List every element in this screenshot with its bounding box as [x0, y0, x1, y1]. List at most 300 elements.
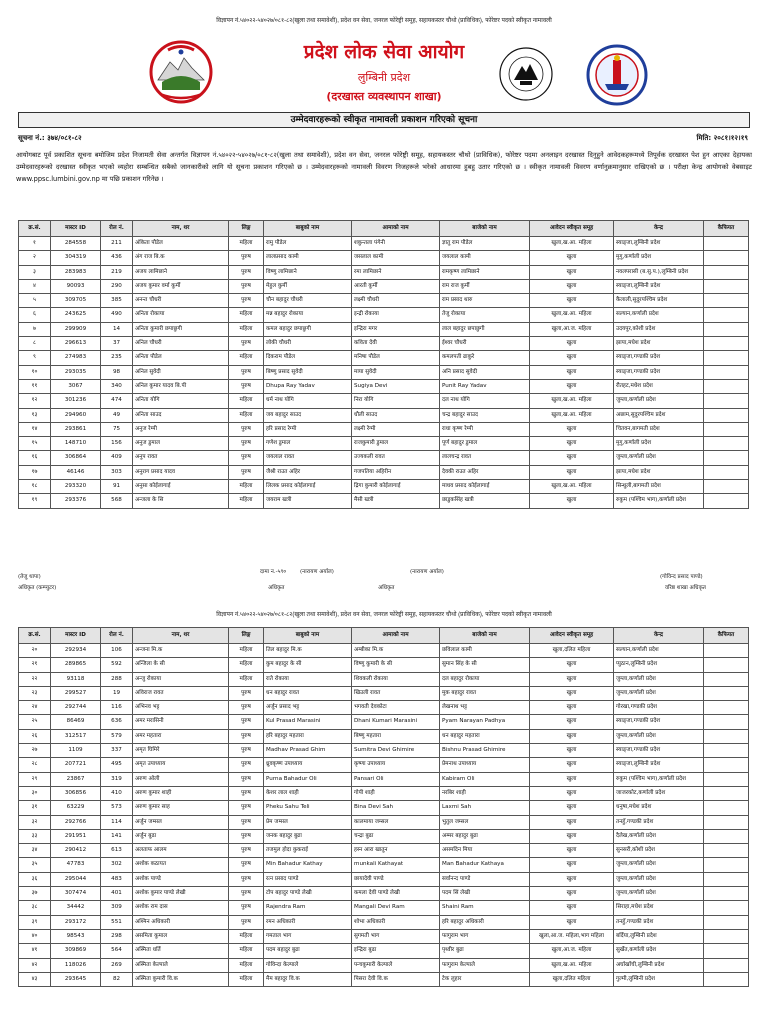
table-cell: अरुण कुमार साह — [133, 801, 229, 815]
table-cell: भुतुल जम्सल — [440, 815, 530, 829]
table-cell: स्याङ्जा,लुम्बिनी प्रदेश — [614, 758, 704, 772]
table-cell: 490 — [101, 308, 133, 322]
table-row — [19, 744, 749, 758]
table-cell: Pheku Sahu Teli — [264, 801, 352, 815]
table-cell: लालप्रसाद कामी — [264, 251, 352, 265]
column-header: आवेदन स्वीकृत समूह — [530, 628, 614, 644]
table-cell: खुला — [530, 658, 614, 672]
table-cell: रमा लामिछाने — [352, 265, 440, 279]
table-cell: 14 — [101, 322, 133, 336]
table-cell: पुरुष — [229, 451, 264, 465]
table-cell: जयराम खत्री — [264, 494, 352, 508]
table-cell — [704, 772, 749, 786]
table-row — [19, 451, 749, 465]
table-cell: Purna Bahadur Oli — [264, 772, 352, 786]
table-cell: धन बहादुर महतारा — [440, 729, 530, 743]
table-cell: पुरुष — [229, 887, 264, 901]
table-cell: स्याङ्जा,लुम्बिनी प्रदेश — [614, 279, 704, 293]
table-cell: खिउली रावत — [352, 686, 440, 700]
table-cell: पुरुष — [229, 437, 264, 451]
table-cell: २६ — [19, 729, 51, 743]
table-cell: पुरुष — [229, 758, 264, 772]
column-header: आवेदन स्वीकृत समूह — [530, 221, 614, 237]
column-header: बाजेको नाम — [440, 221, 530, 237]
table-cell: महिला — [229, 237, 264, 251]
table-cell: ४ — [19, 279, 51, 293]
ppsc-seal-icon — [498, 46, 554, 102]
table-cell: मन्न बहादुर रोकाया — [264, 308, 352, 322]
table-cell: 98543 — [51, 929, 101, 943]
table-cell: 301236 — [51, 394, 101, 408]
table-cell: लाल बहादुर छपाछुगी — [440, 322, 530, 336]
table-cell: सुमान सिंह के सी — [440, 658, 530, 672]
table-cell: २३ — [19, 686, 51, 700]
table-cell — [704, 480, 749, 494]
table-row — [19, 844, 749, 858]
table-cell: Mangali Devi Ram — [352, 901, 440, 915]
table-cell — [704, 958, 749, 972]
table-cell: 1109 — [51, 744, 101, 758]
table-cell: केशर लाल शाही — [264, 786, 352, 800]
table-cell — [704, 887, 749, 901]
table-cell: खुला — [530, 672, 614, 686]
table-cell: ४२ — [19, 958, 51, 972]
table-cell: 293376 — [51, 494, 101, 508]
table-cell: मुक बहादुर रावत — [440, 686, 530, 700]
table-cell: स्याङ्जा,गण्डकी प्रदेश — [614, 365, 704, 379]
table-cell — [704, 237, 749, 251]
table-cell: खुला — [530, 872, 614, 886]
table-cell: 148710 — [51, 437, 101, 451]
table-cell: 106 — [101, 644, 133, 658]
table-cell: 551 — [101, 915, 133, 929]
table-cell — [704, 829, 749, 843]
table-cell: अनिल सुवेदी — [133, 365, 229, 379]
table-cell: अनुराग प्रसाद यादव — [133, 465, 229, 479]
table-cell: महिला — [229, 658, 264, 672]
table-cell: अनिल चौधरी — [133, 337, 229, 351]
table-cell: खुला — [530, 422, 614, 436]
table-cell: 293035 — [51, 365, 101, 379]
table-cell: खुला — [530, 858, 614, 872]
table-cell: अंग राज बि.क — [133, 251, 229, 265]
table-cell: दिकराम पौडेल — [264, 351, 352, 365]
notice-banner: उम्मेदवारहरूको स्वीकृत नामावली प्रकाशन गरिएको सूचना — [18, 112, 750, 128]
table-cell: पुरुष — [229, 337, 264, 351]
table-cell — [704, 872, 749, 886]
table-cell: 564 — [101, 944, 133, 958]
table-row — [19, 858, 749, 872]
table-cell: पुरुष — [229, 701, 264, 715]
table-cell — [704, 644, 749, 658]
table-cell: अम्बीका मि.क — [352, 644, 440, 658]
table-cell: 385 — [101, 294, 133, 308]
table-cell: अविराज रावत — [133, 686, 229, 700]
table-cell: खुला — [530, 701, 614, 715]
table-cell: जनक बहादुर बुढा — [264, 829, 352, 843]
table-cell: 90093 — [51, 279, 101, 293]
table-cell: सल्यान,कर्णाली प्रदेश — [614, 308, 704, 322]
table-cell — [704, 394, 749, 408]
table-cell: 410 — [101, 786, 133, 800]
table-cell: 291951 — [51, 829, 101, 843]
table-cell: खुला — [530, 365, 614, 379]
table-cell: पुरुष — [229, 729, 264, 743]
table-cell: पुरुष — [229, 265, 264, 279]
table-cell: २९ — [19, 772, 51, 786]
table-cell — [704, 294, 749, 308]
table-cell: Bina Devi Sah — [352, 801, 440, 815]
table-cell: तिल बहादुर मि.क — [264, 644, 352, 658]
table-cell: अनुप रावत — [133, 451, 229, 465]
table-cell — [704, 351, 749, 365]
table-cell: पुरुष — [229, 686, 264, 700]
table-cell: प्रेमनाथ उपाध्याय — [440, 758, 530, 772]
table-cell: १९ — [19, 494, 51, 508]
table-cell: जुम्ला,कर्णाली प्रदेश — [614, 858, 704, 872]
table-cell: विष्णु कुमारी के सी — [352, 658, 440, 672]
table-cell: २५ — [19, 715, 51, 729]
table-cell: 290 — [101, 279, 133, 293]
table-cell: जुम्ला,कर्णाली प्रदेश — [614, 686, 704, 700]
table-cell: दल बहादुर रोकाया — [440, 672, 530, 686]
column-header: मास्टर ID — [51, 628, 101, 644]
table-cell: 63229 — [51, 801, 101, 815]
table-row — [19, 337, 749, 351]
table-cell: १६ — [19, 451, 51, 465]
table-cell: खुला,दलित महिला — [530, 644, 614, 658]
table-cell: अर्जुन जम्सल — [133, 815, 229, 829]
table-cell: उदयपुर,कोशी प्रदेश — [614, 322, 704, 336]
table-cell: रत्न प्रसाद पाण्डे — [264, 872, 352, 886]
table-cell: ७ — [19, 322, 51, 336]
table-cell: आरती कुर्मी — [352, 279, 440, 293]
table-cell: जुम्ला,कर्णाली प्रदेश — [614, 451, 704, 465]
table-cell: 340 — [101, 379, 133, 393]
table-row — [19, 915, 749, 929]
table-cell: कमलपती ढाकुरे — [440, 351, 530, 365]
table-row — [19, 972, 749, 986]
table-cell — [704, 715, 749, 729]
table-cell: ज्ञातु राम पौडेल — [440, 237, 530, 251]
table-cell: अशोक कुमार पाण्डे लेखी — [133, 887, 229, 901]
table-cell: झापा,मधेश प्रदेश — [614, 337, 704, 351]
table-cell: 573 — [101, 801, 133, 815]
table-cell: 296613 — [51, 337, 101, 351]
table-cell — [704, 422, 749, 436]
table-cell: सुगमती भाग — [352, 929, 440, 943]
table-cell: स्याङ्जा,गण्डकी प्रदेश — [614, 715, 704, 729]
table-cell: सर्वानन्द पाण्डे — [440, 872, 530, 886]
table-cell: 309705 — [51, 294, 101, 308]
table-cell: 290412 — [51, 844, 101, 858]
table-cell: 337 — [101, 744, 133, 758]
table-cell: अनिता रोकाया — [133, 308, 229, 322]
table-row — [19, 786, 749, 800]
table-cell: 219 — [101, 265, 133, 279]
table-cell: कालमाया जम्सल — [352, 815, 440, 829]
table-cell: 636 — [101, 715, 133, 729]
table-cell: पुरुष — [229, 858, 264, 872]
table-cell: 293172 — [51, 915, 101, 929]
table-cell — [704, 322, 749, 336]
table-cell: 306864 — [51, 451, 101, 465]
table-cell: महिला — [229, 322, 264, 336]
table-cell: ५ — [19, 294, 51, 308]
table-cell: पुरुष — [229, 715, 264, 729]
table-cell: ३४ — [19, 844, 51, 858]
table-row — [19, 494, 749, 508]
table-cell: 295044 — [51, 872, 101, 886]
table-cell: दल नाथ योगि — [440, 394, 530, 408]
table-cell: ४० — [19, 929, 51, 943]
table-cell: 47783 — [51, 858, 101, 872]
table-cell: खुला — [530, 265, 614, 279]
header-line-page2: विज्ञापन नं.५४०२२-५४०२७/०८१-८२(खुला तथा समावेशी), प्रदेश वन सेवा, जनरल फोरेष्ट्री समूह, सहायकस्तर चौथो (प्राविधिक), फोरेष्टर पदको स्वीकृत नामावली — [216, 612, 552, 618]
table-cell: लक्ष्मी चौधरी — [352, 294, 440, 308]
table-cell: २८ — [19, 758, 51, 772]
table-cell — [704, 279, 749, 293]
table-cell — [704, 379, 749, 393]
column-header: क्र.सं. — [19, 221, 51, 237]
table-cell: इन्द्रिरा बुढा — [352, 944, 440, 958]
table-cell: पदम बहादुर बुढा — [264, 944, 352, 958]
table-cell: बिष्णु प्रसाद सुवेदी — [264, 365, 352, 379]
table-cell: अमर महतारा — [133, 729, 229, 743]
table-cell: गोपी शाही — [352, 786, 440, 800]
sig-left-name: (तेजु थापा) — [18, 574, 41, 580]
table-cell: कैलाली,सुदुरपश्चिम प्रदेश — [614, 294, 704, 308]
table-cell — [704, 815, 749, 829]
column-header: मास्टर ID — [51, 221, 101, 237]
table-cell: 283983 — [51, 265, 101, 279]
table-cell: २७ — [19, 744, 51, 758]
table-cell: अनिल कुमार यादव बि.पी — [133, 379, 229, 393]
table-cell: अश्मिन अधिकारी — [133, 915, 229, 929]
table-cell: बर्दिया,लुम्बिनी प्रदेश — [614, 929, 704, 943]
table-cell: ३३ — [19, 829, 51, 843]
table-cell: जसलाल कामी — [352, 251, 440, 265]
table-row — [19, 887, 749, 901]
org-name: प्रदेश लोक सेवा आयोग — [303, 41, 465, 63]
table-cell — [704, 437, 749, 451]
table-cell: 293320 — [51, 480, 101, 494]
notice-row — [18, 134, 748, 143]
column-header: रोल नं. — [101, 221, 133, 237]
table-cell: munkali Kathayat — [352, 858, 440, 872]
table-cell: अन्जिला के सी — [133, 658, 229, 672]
table-cell: लेखनाथ भट्ट — [440, 701, 530, 715]
table-cell: 312517 — [51, 729, 101, 743]
table-cell — [704, 744, 749, 758]
table-cell: 309 — [101, 901, 133, 915]
table-cell: छाडुकसिंह खत्री — [440, 494, 530, 508]
table-cell: ९ — [19, 351, 51, 365]
table-cell: Bishnu Prasad Ghimire — [440, 744, 530, 758]
table-cell: सुर्खेत,कर्णाली प्रदेश — [614, 944, 704, 958]
table-row — [19, 672, 749, 686]
table-cell: रुकुम (पश्चिम भाग),कर्णाली प्रदेश — [614, 494, 704, 508]
header-line: विज्ञापन नं.५४०२२-५४०२७/०८१-८२(खुला तथा समावेशी), प्रदेश वन सेवा, जनरल फोरेष्ट्री समूह, सहायकस्तर चौथो (प्राविधिक), फोरेष्टर पदको स्वीकृत नामावली — [216, 18, 552, 24]
table-cell: खुला — [530, 294, 614, 308]
table-cell: जाजरकोट,कर्णाली प्रदेश — [614, 786, 704, 800]
table-cell: राम प्रसाद थारु — [440, 294, 530, 308]
table-cell: पुरुष — [229, 379, 264, 393]
table-cell: इन्द्रिरा मगर — [352, 322, 440, 336]
table-cell: उज्यकली रावत — [352, 451, 440, 465]
table-cell: ८ — [19, 337, 51, 351]
table-cell: झापा,मधेश प्रदेश — [614, 465, 704, 479]
table-cell: चन्द्रा बुढा — [352, 829, 440, 843]
table-cell: खुला — [530, 729, 614, 743]
table-cell: ४३ — [19, 972, 51, 986]
table-cell: खुला — [530, 351, 614, 365]
table-cell: पुरुष — [229, 294, 264, 308]
table-cell: खुला,ख.आ. महिला — [530, 308, 614, 322]
column-header: रोल नं. — [101, 628, 133, 644]
table-cell: महिला — [229, 929, 264, 943]
table-cell: अंकिता पौडेल — [133, 237, 229, 251]
table-cell: Punit Ray Yadav — [440, 379, 530, 393]
table-cell: महिला — [229, 672, 264, 686]
table-cell — [704, 758, 749, 772]
table-cell: 288 — [101, 672, 133, 686]
table-cell: जुम्ला,कर्णाली प्रदेश — [614, 672, 704, 686]
column-header: कैफियत — [704, 221, 749, 237]
table-cell: Sumitra Devi Ghimire — [352, 744, 440, 758]
table-cell: अरुण ओली — [133, 772, 229, 786]
table-cell: महिला — [229, 408, 264, 422]
table-cell: Kabiram Oli — [440, 772, 530, 786]
table-cell: धौली साउद — [352, 408, 440, 422]
table-cell: खुला — [530, 844, 614, 858]
table-cell: विष्णु लामिछाने — [264, 265, 352, 279]
table-cell: लोकी चौधरी — [264, 337, 352, 351]
table-header-row — [19, 221, 749, 237]
table-cell: पुरुष — [229, 844, 264, 858]
table-row — [19, 394, 749, 408]
table-cell: १८ — [19, 480, 51, 494]
table-cell: Dhupa Ray Yadav — [264, 379, 352, 393]
table-row — [19, 758, 749, 772]
table-cell: खुला — [530, 901, 614, 915]
column-header: लिङ्ग — [229, 628, 264, 644]
table-cell: खुला — [530, 437, 614, 451]
table-cell: 568 — [101, 494, 133, 508]
table-row — [19, 929, 749, 943]
table-cell: पदम सिं लेखी — [440, 887, 530, 901]
sig-mid3-name: (नारायण अर्याल) — [410, 569, 444, 575]
column-header: केन्द्र — [614, 221, 704, 237]
table-cell: 114 — [101, 815, 133, 829]
table-cell: 98 — [101, 365, 133, 379]
table-cell: पिसरा देवी वि.क — [352, 972, 440, 986]
table-row — [19, 644, 749, 658]
table-cell: 592 — [101, 658, 133, 672]
table-cell: शोभा अधिकारी — [352, 915, 440, 929]
table-cell: राजकुमारी डुमाल — [352, 437, 440, 451]
table-cell — [704, 729, 749, 743]
column-header: केन्द्र — [614, 628, 704, 644]
table-cell: रामकृष्ण लामिछाने — [440, 265, 530, 279]
table-cell: 294960 — [51, 408, 101, 422]
table-cell: अर्जुन प्रसाद भट्ट — [264, 701, 352, 715]
table-cell — [704, 944, 749, 958]
table-row — [19, 408, 749, 422]
table-cell: मुगु,कर्णाली प्रदेश — [614, 437, 704, 451]
table-cell: 243625 — [51, 308, 101, 322]
table-row — [19, 715, 749, 729]
table-cell — [704, 365, 749, 379]
sig-left-role: अधिकृत (कम्प्युटर) — [18, 585, 57, 591]
table-cell: भगवती देवकोटा — [352, 701, 440, 715]
table-cell — [704, 858, 749, 872]
column-header: आमाको नाम — [352, 628, 440, 644]
table-cell: खुला — [530, 829, 614, 843]
branch-name: (दरखास्त व्यवस्थापन शाखा) — [326, 90, 442, 103]
notice-paragraph: आयोगबाट पूर्व प्रकाशित सूचना बमोजिम प्रदेश निजामती सेवा अन्तर्गत विज्ञापन नं.५४०२२-५४०२७/०८१-८२(खुला तथा समावेशी), प्रदेश वन सेवा, जनरल फोरेष्ट्री समूह, सहायकस्तर चौथो (प्राविधिक), फोरेष्टर पदमा अनलाइन दरखास्त दिनुहुने आवेदकहरूमध्ये तिपूर्वक दरखास्त पेश हुन आएका देहायका उम्मेदवारहरूको दरखास्त स्वीकृत भएको व्यहोरा सम्बन्धित सबैको जानकारीको लागि यो सूचना प्रकाशन गरिएको छ । उम्मेदवारहरूको नामावली विवरण निजहरूले भरेको आधारमा हुबहु उतार गरिएको छ । स्वीकृत नामावली विवरण वर्णानुक्रमानुसार राखिएको छ । परीक्षा केन्द्र आयोगको वेबसाइट www.ppsc.lumbini.gov.np मा पछि प्रकाशन गरिनेछ । — [16, 151, 752, 183]
table-row — [19, 422, 749, 436]
sig-mid2-role: अधिकृत — [378, 585, 395, 591]
table-cell: टोप बहादुर पाण्डे लेखी — [264, 887, 352, 901]
table-cell: चन्द्र बहादुर साउद — [440, 408, 530, 422]
table-cell — [704, 265, 749, 279]
table-cell: सुनसरी,कोशी प्रदेश — [614, 844, 704, 858]
table-cell: जैश्री राउत अहिर — [264, 465, 352, 479]
sig-right-role: वरिष्ठ शाखा अधिकृत — [665, 585, 706, 591]
table-cell: अशोक पाण्डे — [133, 872, 229, 886]
table-cell: जयलाल रावत — [264, 451, 352, 465]
table-cell: 298 — [101, 929, 133, 943]
table-cell — [704, 901, 749, 915]
table-cell: लालचन्द्र रावत — [440, 451, 530, 465]
table-cell: महिला — [229, 480, 264, 494]
table-cell: १७ — [19, 465, 51, 479]
table-cell: २४ — [19, 701, 51, 715]
table-cell: 284558 — [51, 237, 101, 251]
table-cell: कृष्णा उपाध्याय — [352, 758, 440, 772]
table-cell: 401 — [101, 887, 133, 901]
table-cell: तनहुँ,गण्डकी प्रदेश — [614, 915, 704, 929]
column-header: बाबुको नाम — [264, 628, 352, 644]
table-cell: पुरुष — [229, 251, 264, 265]
table-cell: अमर मरासिनी — [133, 715, 229, 729]
table-cell: खुला — [530, 337, 614, 351]
table-cell — [704, 465, 749, 479]
table-cell: महिला — [229, 972, 264, 986]
table-cell: अनुसा कोईलागाई — [133, 480, 229, 494]
table-row — [19, 294, 749, 308]
table-row — [19, 701, 749, 715]
table-cell — [704, 251, 749, 265]
table-cell: 118026 — [51, 958, 101, 972]
table-cell: कमल बहादुर छपाछुगी — [264, 322, 352, 336]
table-cell — [704, 672, 749, 686]
table-cell: जयलाल कामी — [440, 251, 530, 265]
table-cell: मनिषा पौडेल — [352, 351, 440, 365]
table-cell: पुरुष — [229, 915, 264, 929]
table-cell: राम राज कुर्मी — [440, 279, 530, 293]
table-cell — [704, 786, 749, 800]
column-header: कैफियत — [704, 628, 749, 644]
table-cell: हरि बहादुर महतारा — [264, 729, 352, 743]
column-header: नाम, थर — [133, 628, 229, 644]
table-cell — [704, 494, 749, 508]
table-cell: रौतहट,मधेश प्रदेश — [614, 379, 704, 393]
table-cell: 293645 — [51, 972, 101, 986]
table-cell: शिवकली रोकाया — [352, 672, 440, 686]
table-cell: पुरुष — [229, 279, 264, 293]
